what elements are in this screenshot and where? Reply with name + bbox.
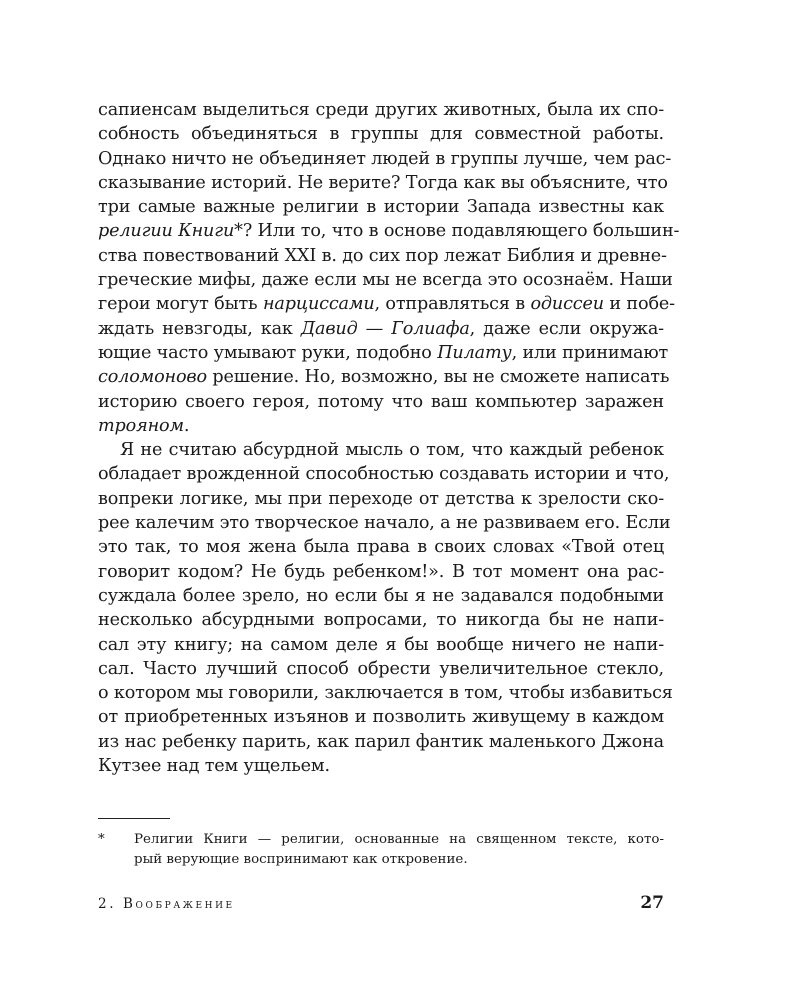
italic-term: трояном <box>98 415 184 436</box>
text-line: говорит кодом? Не будь ребенком!». В тот момент она рас- <box>98 561 664 582</box>
footnote <box>98 830 664 869</box>
text-line <box>98 219 680 243</box>
text-line <box>98 341 669 365</box>
italic-term: религии Книги <box>98 221 235 242</box>
text-line: о котором мы говорили, заключается в том, чтобы избавиться <box>98 683 673 704</box>
text-line: Однако ничто не объединяет людей в группы лучше, чем рас- <box>98 148 672 169</box>
italic-term: нарциссами <box>262 294 375 315</box>
text-line: сапиенсам выделиться среди других животных, была их спо- <box>98 100 664 120</box>
text-segment: , даже если окружа- <box>469 318 664 339</box>
text-line: ства повествований XXI в. до сих пор лежат Библия и древне- <box>98 245 667 266</box>
text-line <box>98 317 664 341</box>
text-line <box>98 414 664 438</box>
text-line: это так, то моя жена была права в своих словах «Твой отец <box>98 537 664 558</box>
text-line: несколько абсурдными вопросами, то никогда бы не напи- <box>98 610 664 631</box>
italic-term: Давид — Голиафа <box>300 318 470 339</box>
text-line: обладает врожденной способностью создавать истории и что, <box>98 464 670 485</box>
text-line: суждала более зрело, но если бы я не задавался подобными <box>98 585 664 606</box>
text-segment: и побе- <box>603 294 675 315</box>
text-segment: решение. Но, возможно, вы не сможете написать <box>206 367 670 388</box>
text-segment: , отправляться в <box>374 294 531 315</box>
text-line: сал эту книгу; на самом деле я бы вообще ничего не напи- <box>98 634 664 655</box>
text-segment: герои могут быть <box>98 294 263 315</box>
footnote-line: рый верующие воспринимают как откровение. <box>134 851 468 867</box>
italic-term: Пилату <box>437 342 512 363</box>
text-segment: . <box>183 415 190 436</box>
text-line: вопреки логике, мы при переходе от детства к зрелости ско- <box>98 488 664 509</box>
text-line: три самые важные религии в истории Запада известны как <box>98 197 664 218</box>
text-line: Кутзее над тем ущельем. <box>98 756 330 777</box>
text-segment: *? Или то, что в основе подавляющего большин- <box>234 221 680 242</box>
paragraph-1 <box>98 98 680 438</box>
italic-term: соломоново <box>98 367 207 388</box>
text-line <box>98 365 670 389</box>
book-page-body <box>98 98 680 778</box>
text-segment: ждать невзгоды, как <box>98 318 301 339</box>
italic-term: одиссеи <box>530 294 604 315</box>
footnote-separator <box>98 818 170 819</box>
text-line: историю своего героя, потому что ваш компьютер заражен <box>98 391 664 412</box>
text-line <box>98 292 675 316</box>
running-head: 2. Воображение <box>98 896 235 912</box>
text-segment: ющие часто умывают руки, подобно <box>98 342 438 363</box>
text-line: Я не считаю абсурдной мысль о том, что каждый ребенок <box>120 440 664 461</box>
text-line: сал. Часто лучший способ обрести увеличительное стекло, <box>98 658 664 679</box>
text-segment: , или принимают <box>511 342 669 363</box>
text-line: греческие мифы, даже если мы не всегда это осознаём. Наши <box>98 270 673 291</box>
text-line: рее калечим это творческое начало, а не развиваем его. Если <box>98 513 671 534</box>
footnote-mark: * <box>98 832 105 847</box>
text-line: из нас ребенку парить, как парил фантик маленького Джона <box>98 731 664 752</box>
page-number: 27 <box>640 893 664 913</box>
text-line: собность объединяться в группы для совместной работы. <box>98 124 664 145</box>
text-line: сказывание историй. Не верите? Тогда как вы объясните, что <box>98 172 668 193</box>
text-line: от приобретенных изъянов и позволить живущему в каждом <box>98 707 664 728</box>
footnote-line: Религии Книги — религии, основанные на священном тексте, кото- <box>134 832 664 847</box>
paragraph-2 <box>98 438 673 778</box>
